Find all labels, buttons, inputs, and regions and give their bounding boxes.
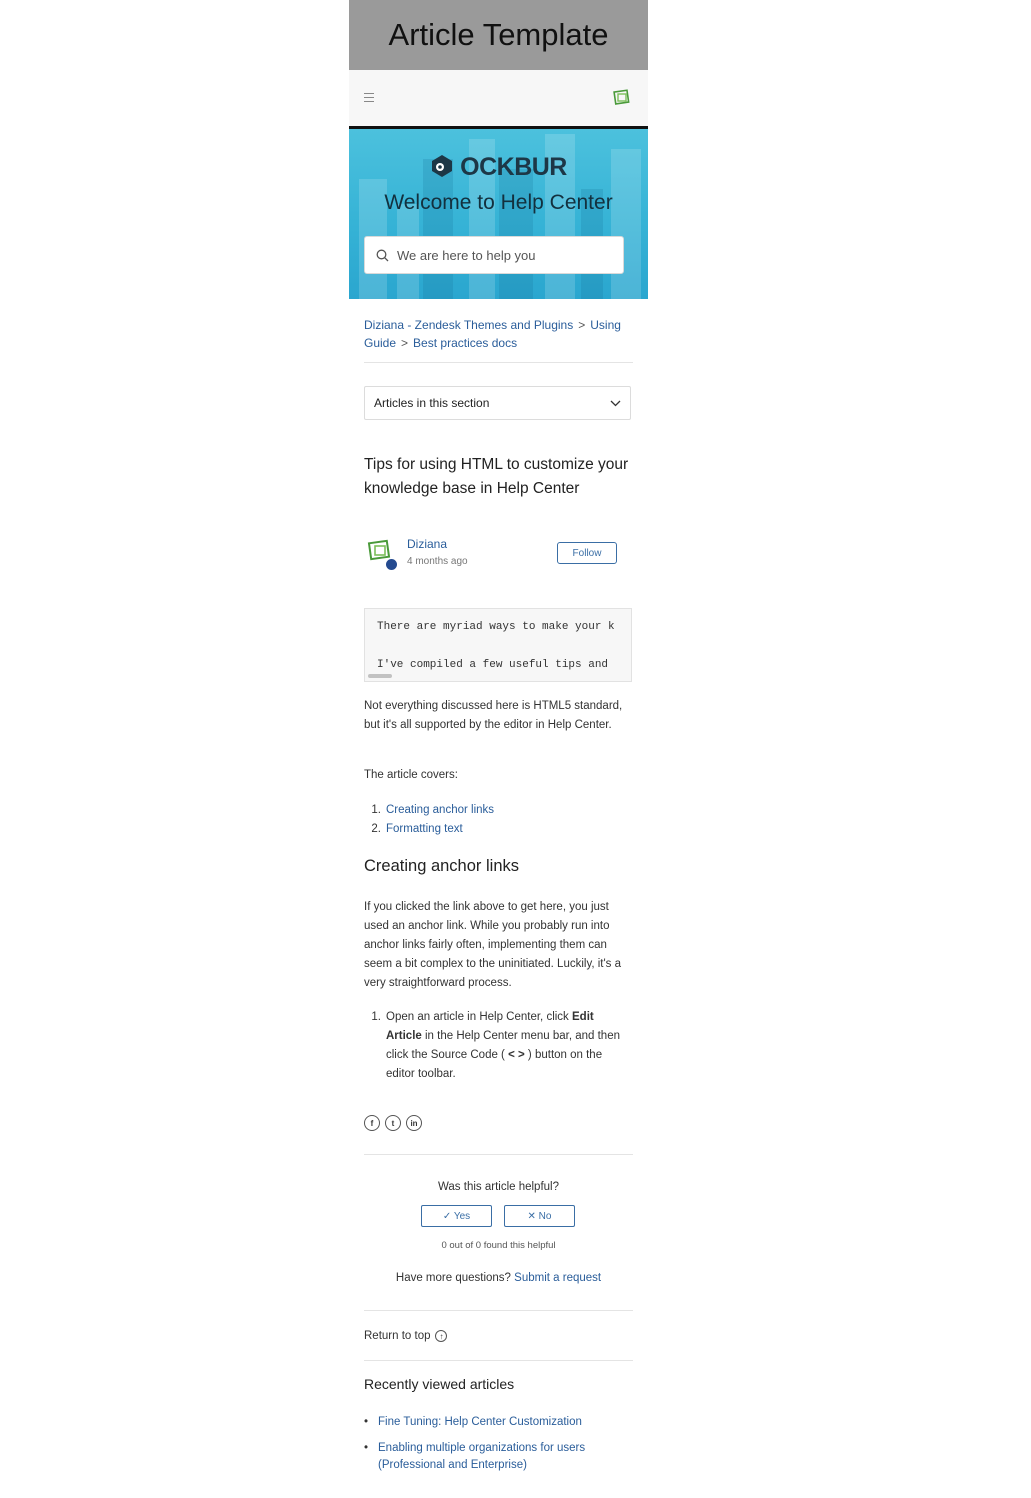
step-text <box>386 1008 631 1084</box>
covers-list <box>369 801 631 839</box>
welcome-heading: Welcome to Help Center <box>384 191 613 214</box>
breadcrumb-separator: > <box>578 318 586 332</box>
list-item <box>364 1440 634 1474</box>
list-number: 2. <box>371 823 381 835</box>
divider <box>364 1360 633 1361</box>
recent-article-link[interactable]: Fine Tuning: Help Center Customization <box>378 1416 582 1428</box>
vote-yes-button[interactable]: ✓ Yes <box>421 1205 492 1227</box>
brand-logo <box>349 153 648 182</box>
step-text-bold: Edit Article <box>386 1011 594 1042</box>
user-badge-icon <box>385 558 398 571</box>
arrow-up-icon: ↑ <box>435 1330 447 1342</box>
article-timestamp: 4 months ago <box>407 556 468 567</box>
search-icon <box>376 249 389 262</box>
step-text-bold: < > <box>508 1049 525 1061</box>
list-item <box>369 801 631 820</box>
code-block[interactable] <box>364 608 632 682</box>
bullet: • <box>364 1416 369 1428</box>
article-author <box>364 535 634 575</box>
divider <box>364 1310 633 1311</box>
code-line: There are myriad ways to make your k <box>377 621 615 633</box>
article-title: Tips for using HTML to customize your knowledge base in Help Center <box>364 456 629 497</box>
breadcrumb-item-section[interactable]: Best practices docs <box>413 336 518 350</box>
list-number: 1. <box>371 804 381 816</box>
dropdown-label: Articles in this section <box>374 396 490 410</box>
template-title: Article Template <box>388 17 609 52</box>
divider <box>364 362 633 363</box>
search-placeholder: We are here to help you <box>397 247 536 263</box>
breadcrumb-item-home[interactable]: Diziana - Zendesk Themes and Plugins <box>364 318 574 332</box>
submit-request-link[interactable]: Submit a request <box>514 1272 602 1284</box>
return-to-top-link[interactable] <box>364 1330 447 1342</box>
recently-viewed-heading: Recently viewed articles <box>364 1376 515 1392</box>
vote-no-button[interactable]: ✕ No <box>504 1205 575 1227</box>
helpful-question: Was this article helpful? <box>437 1181 559 1193</box>
chevron-down-icon <box>610 400 621 407</box>
facebook-icon[interactable]: f <box>364 1115 380 1131</box>
template-title-bar <box>349 0 648 70</box>
recently-viewed-list <box>364 1414 634 1483</box>
paragraph: Not everything discussed here is HTML5 standard, but it's all supported by the editor in Help Center. <box>364 700 623 731</box>
horizontal-scrollbar[interactable] <box>368 674 392 678</box>
helpful-count: 0 out of 0 found this helpful <box>441 1240 556 1251</box>
list-item <box>364 1414 634 1431</box>
return-to-top-label: Return to top <box>364 1330 431 1342</box>
more-questions-text: Have more questions? <box>395 1272 515 1284</box>
step-text-part: ) button on the editor toolbar. <box>386 1049 603 1080</box>
brand-mark-icon <box>430 154 454 178</box>
articles-in-section-dropdown[interactable] <box>364 386 631 420</box>
list-item <box>369 820 631 839</box>
recent-article-link[interactable]: Enabling multiple organizations for users (Professional and Enterprise) <box>378 1442 586 1471</box>
twitter-icon[interactable]: t <box>385 1115 401 1131</box>
section-heading: Creating anchor links <box>364 857 519 875</box>
code-line: I've compiled a few useful tips and <box>377 659 609 671</box>
step-text-part: Open an article in Help Center, click <box>386 1011 573 1023</box>
list-number: 1. <box>371 1011 381 1023</box>
anchor-link-formatting[interactable]: Formatting text <box>386 823 463 835</box>
top-navigation-bar <box>349 70 648 129</box>
paragraph: If you clicked the link above to get here, you just used an anchor link. While you probably run into anchor links fairly often, implementing them can seem a bit complex to the uninitiated. Luckily, it's a very straightforward process. <box>364 901 622 989</box>
more-questions <box>364 1272 633 1284</box>
hero-banner <box>349 129 648 299</box>
breadcrumb-separator: > <box>401 336 409 350</box>
author-name[interactable]: Diziana <box>407 537 448 551</box>
paragraph: The article covers: <box>364 769 458 781</box>
anchor-link-creating[interactable]: Creating anchor links <box>386 804 495 816</box>
breadcrumb-item-category[interactable]: Using Guide <box>364 318 621 350</box>
mobile-frame <box>349 0 648 1498</box>
hamburger-icon[interactable] <box>364 93 374 102</box>
brand-name: OCKBUR <box>460 153 567 181</box>
list-item <box>369 1008 631 1084</box>
steps-list <box>369 1008 631 1084</box>
divider <box>364 1154 633 1155</box>
linkedin-icon[interactable]: in <box>406 1115 422 1131</box>
bullet: • <box>364 1442 369 1454</box>
breadcrumb <box>364 316 636 352</box>
share-buttons <box>364 1115 422 1131</box>
search-input[interactable] <box>364 236 624 274</box>
step-text-part: in the Help Center menu bar, and then click the Source Code ( <box>386 1030 620 1061</box>
brand-logo-icon[interactable] <box>613 89 631 107</box>
follow-button[interactable]: Follow <box>557 542 617 564</box>
